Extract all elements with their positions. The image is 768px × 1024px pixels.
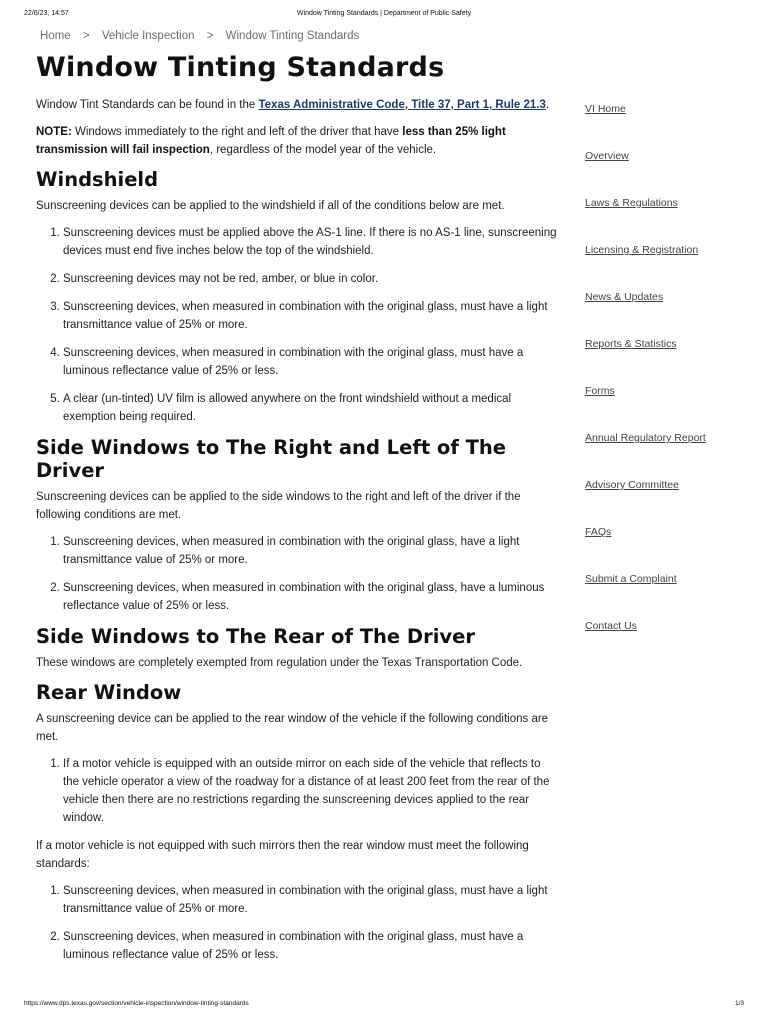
breadcrumb-separator: > [82,30,90,42]
side-driver-list [36,533,558,615]
side-driver-heading: Side Windows to The Right and Left of The Driver [36,436,507,482]
sidebar-item-submit-complaint[interactable]: Submit a Complaint [585,573,677,585]
list-item: 2. Sunscreening devices may not be red, amber, or blue in color. [63,270,558,288]
sidebar-item-news-updates[interactable]: News & Updates [585,291,664,303]
rear-window-lead: A sunscreening device can be applied to the rear window of the vehicle if the following conditions are met. [36,713,549,743]
sidebar-item-overview[interactable]: Overview [585,150,629,162]
list-item: 3. Sunscreening devices, when measured in combination with the original glass, must have a light transmittance value of 25% or more. [63,298,558,334]
sidebar-item-faqs[interactable]: FAQs [585,526,612,538]
list-item: 2. Sunscreening devices, when measured in combination with the original glass, must have a luminous reflectance value of 25% or less. [63,928,558,964]
intro-paragraph [36,96,558,114]
print-timestamp: 22/6/23, 14:57 [24,10,69,17]
breadcrumb [40,30,359,42]
side-rear-heading: Side Windows to The Rear of The Driver [36,625,475,648]
sidebar-item-advisory-committee[interactable]: Advisory Committee [585,479,679,491]
list-item: 5. A clear (un-tinted) UV film is allowed anywhere on the front windshield without a medical exemption being required. [63,390,558,426]
side-driver-lead: Sunscreening devices can be applied to the side windows to the right and left of the driver if the following conditions are met. [36,491,521,521]
list-item: 4. Sunscreening devices, when measured in combination with the original glass, must have a luminous reflectance value of 25% or less. [63,344,558,380]
list-item: 2. Sunscreening devices, when measured in combination with the original glass, have a luminous reflectance value of 25% or less. [63,579,558,615]
windshield-list [36,224,558,426]
breadcrumb-home-link[interactable]: Home [40,30,71,42]
note-paragraph [36,123,558,159]
print-page-number: 1/3 [734,1000,744,1007]
list-item: 1. If a motor vehicle is equipped with an outside mirror on each side of the vehicle that reflects to the vehicle operator a view of the roadway for a distance of at least 200 feet from the rear of the vehicle then there are no restrictions regarding the sunscreening devices applied to the rear window. [63,755,558,827]
windshield-heading: Windshield [36,168,159,191]
list-item: 1. Sunscreening devices, when measured in combination with the original glass, must have a light transmittance value of 25% or more. [63,882,558,918]
note-text: Windows immediately to the right and left of the driver that have [71,126,403,138]
sidebar-item-forms[interactable]: Forms [585,385,615,397]
rear-window-list [36,755,558,827]
breadcrumb-current: Window Tinting Standards [225,30,360,42]
windshield-lead: Sunscreening devices can be applied to the windshield if all of the conditions below are met. [36,200,505,212]
print-header [24,10,744,22]
page-title: Window Tinting Standards [36,52,445,83]
rear-window-heading: Rear Window [36,681,182,704]
tac-rule-link[interactable]: Texas Administrative Code, Title 37, Part 1, Rule 21.3 [258,99,546,111]
sidebar-item-annual-regulatory-report[interactable]: Annual Regulatory Report [585,432,706,444]
sidebar-item-contact-us[interactable]: Contact Us [585,620,637,632]
sidebar-item-reports-statistics[interactable]: Reports & Statistics [585,338,677,350]
note-text-end: , regardless of the model year of the vehicle. [209,144,437,156]
breadcrumb-separator: > [206,30,214,42]
note-emphasis: less than 25% light transmission will fail inspection [36,126,506,156]
list-item: 1. Sunscreening devices, when measured in combination with the original glass, have a light transmittance value of 25% or more. [63,533,558,569]
rear-window-middle: If a motor vehicle is not equipped with such mirrors then the rear window must meet the following standards: [36,840,529,870]
sidebar-item-licensing-registration[interactable]: Licensing & Registration [585,244,699,256]
sidebar-item-laws-regulations[interactable]: Laws & Regulations [585,197,678,209]
sidebar-item-vi-home[interactable]: VI Home [585,103,626,115]
note-label: NOTE: [36,126,72,138]
print-footer [24,1000,744,1012]
main-content [36,96,558,974]
intro-end: . [545,99,550,111]
side-rear-lead: These windows are completely exempted from regulation under the Texas Transportation Code. [36,657,523,669]
intro-text: Window Tint Standards can be found in the [36,99,259,111]
print-document-title: Window Tinting Standards | Department of Public Safety [296,10,472,17]
rear-window-standards-list [36,882,558,964]
breadcrumb-vehicle-inspection-link[interactable]: Vehicle Inspection [101,30,195,42]
print-url: https://www.dps.texas.gov/section/vehicle-inspection/window-tinting-standards [24,1000,249,1007]
list-item: 1. Sunscreening devices must be applied above the AS-1 line. If there is no AS-1 line, sunscreening devices must end five inches below the top of the windshield. [63,224,558,260]
sidebar-nav [585,100,725,664]
